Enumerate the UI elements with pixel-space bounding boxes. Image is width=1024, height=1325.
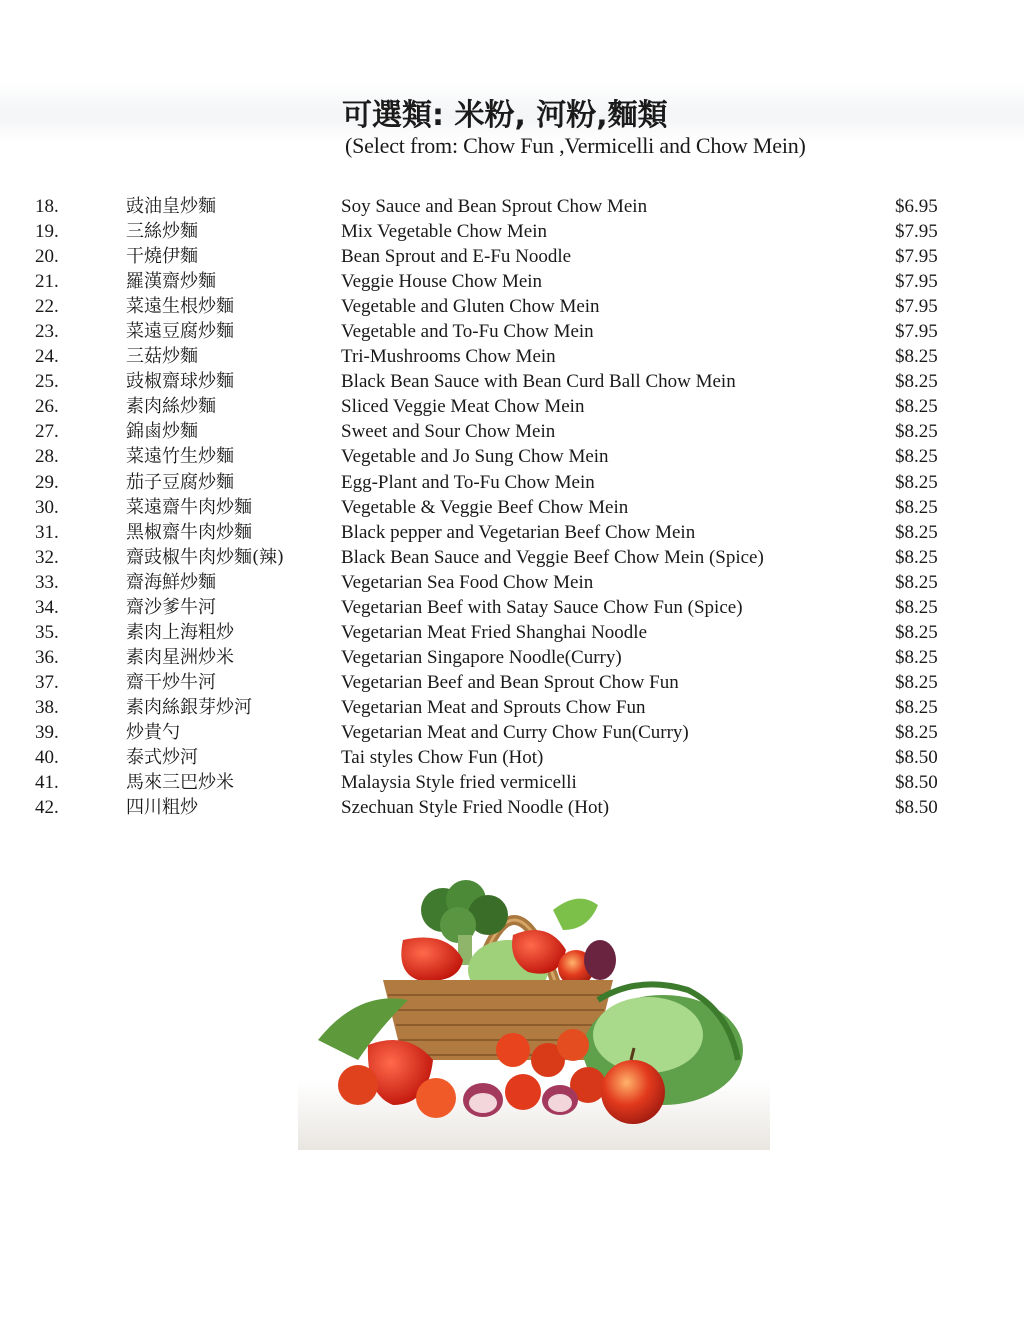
item-number: 30. <box>35 496 59 518</box>
item-name-zh: 菜遠齋牛肉炒麵 <box>126 496 252 518</box>
item-price: $8.50 <box>895 797 938 819</box>
item-name-en: Vegetable and To-Fu Chow Mein <box>341 321 594 343</box>
item-number: 32. <box>35 546 59 568</box>
item-number: 28. <box>35 446 59 468</box>
menu-item <box>0 244 1024 269</box>
item-number: 35. <box>35 621 59 643</box>
menu-item <box>0 470 1024 495</box>
item-number: 24. <box>35 346 59 368</box>
item-name-zh: 三絲炒麵 <box>126 221 198 243</box>
item-number: 29. <box>35 471 59 493</box>
item-name-zh: 齋豉椒牛肉炒麵(辣) <box>126 546 285 568</box>
item-name-zh: 羅漢齋炒麵 <box>126 271 216 293</box>
item-name-zh: 豉椒齋球炒麵 <box>126 371 234 393</box>
item-name-zh: 菜遠豆腐炒麵 <box>126 321 234 343</box>
item-name-zh: 黑椒齋牛肉炒麵 <box>126 521 252 543</box>
item-name-en: Tai styles Chow Fun (Hot) <box>341 747 544 769</box>
item-number: 38. <box>35 696 59 718</box>
item-name-zh: 干燒伊麵 <box>126 246 198 268</box>
menu-item <box>0 194 1024 219</box>
item-number: 39. <box>35 721 59 743</box>
item-name-en: Black Bean Sauce and Veggie Beef Chow Mein (Spice) <box>341 546 764 568</box>
menu-item <box>0 520 1024 545</box>
item-name-en: Vegetarian Meat and Sprouts Chow Fun <box>341 696 646 718</box>
item-number: 19. <box>35 221 59 243</box>
menu-item <box>0 319 1024 344</box>
item-number: 26. <box>35 396 59 418</box>
item-number: 23. <box>35 321 59 343</box>
item-name-en: Mix Vegetable Chow Mein <box>341 221 547 243</box>
item-number: 34. <box>35 596 59 618</box>
item-number: 18. <box>35 196 59 217</box>
item-price: $8.25 <box>895 621 938 643</box>
item-name-zh: 泰式炒河 <box>126 747 198 769</box>
item-name-zh: 素肉絲銀芽炒河 <box>126 696 252 718</box>
menu-item <box>0 620 1024 645</box>
item-name-en: Sweet and Sour Chow Mein <box>341 421 556 443</box>
menu-item <box>0 444 1024 469</box>
item-price: $7.95 <box>895 246 938 268</box>
item-number: 33. <box>35 571 59 593</box>
menu-item <box>0 770 1024 795</box>
menu-item <box>0 495 1024 520</box>
item-name-en: Veggie House Chow Mein <box>341 271 543 293</box>
item-price: $7.95 <box>895 271 938 293</box>
menu-item <box>0 695 1024 720</box>
item-name-en: Vegetarian Beef and Bean Sprout Chow Fun <box>341 671 679 693</box>
item-name-en: Sliced Veggie Meat Chow Mein <box>341 396 585 418</box>
menu-item <box>0 269 1024 294</box>
item-name-zh: 齋干炒牛河 <box>126 671 216 693</box>
item-number: 31. <box>35 521 59 543</box>
item-price: $8.25 <box>895 346 938 368</box>
menu-list <box>0 194 1024 820</box>
item-name-en: Black pepper and Vegetarian Beef Chow Mein <box>341 521 696 543</box>
item-name-zh: 素肉絲炒麵 <box>126 396 216 418</box>
item-number: 37. <box>35 671 59 693</box>
item-number: 27. <box>35 421 59 443</box>
page-subtitle: (Select from: Chow Fun ,Vermicelli and Chow Mein) <box>345 133 806 158</box>
item-price: $8.25 <box>895 421 938 443</box>
menu-item <box>0 795 1024 820</box>
item-name-en: Vegetable & Veggie Beef Chow Mein <box>341 496 629 518</box>
item-price: $8.50 <box>895 747 938 769</box>
menu-item <box>0 419 1024 444</box>
item-name-zh: 素肉星洲炒米 <box>126 646 234 668</box>
item-name-zh: 豉油皇炒麵 <box>126 196 216 217</box>
item-name-en: Tri-Mushrooms Chow Mein <box>341 346 556 368</box>
item-price: $8.25 <box>895 696 938 718</box>
menu-item <box>0 545 1024 570</box>
item-number: 22. <box>35 296 59 318</box>
menu-item <box>0 219 1024 244</box>
menu-item <box>0 645 1024 670</box>
item-price: $7.95 <box>895 296 938 318</box>
item-name-zh: 菜遠生根炒麵 <box>126 296 234 318</box>
item-name-en: Black Bean Sauce with Bean Curd Ball Chow Mein <box>341 371 736 393</box>
menu-item <box>0 294 1024 319</box>
item-price: $7.95 <box>895 221 938 243</box>
item-name-en: Soy Sauce and Bean Sprout Chow Mein <box>341 196 648 217</box>
item-name-en: Szechuan Style Fried Noodle (Hot) <box>341 797 610 819</box>
item-name-en: Bean Sprout and E-Fu Noodle <box>341 246 572 268</box>
item-number: 41. <box>35 772 59 794</box>
item-name-en: Vegetarian Singapore Noodle(Curry) <box>341 646 622 668</box>
menu-item <box>0 570 1024 595</box>
item-name-zh: 錦鹵炒麵 <box>126 421 198 443</box>
item-price: $6.95 <box>895 196 938 217</box>
item-price: $8.25 <box>895 521 938 543</box>
menu-item <box>0 745 1024 770</box>
item-name-en: Vegetarian Beef with Satay Sauce Chow Fun (Spice) <box>341 596 743 618</box>
item-name-zh: 馬來三巴炒米 <box>126 772 234 794</box>
item-number: 42. <box>35 797 59 819</box>
item-name-en: Vegetable and Jo Sung Chow Mein <box>341 446 609 468</box>
item-number: 40. <box>35 747 59 769</box>
item-price: $8.25 <box>895 646 938 668</box>
item-number: 36. <box>35 646 59 668</box>
item-price: $8.25 <box>895 571 938 593</box>
menu-item <box>0 369 1024 394</box>
item-name-en: Vegetarian Sea Food Chow Mein <box>341 571 594 593</box>
item-price: $8.25 <box>895 371 938 393</box>
item-price: $8.25 <box>895 546 938 568</box>
item-name-zh: 菜遠竹生炒麵 <box>126 446 234 468</box>
item-price: $8.50 <box>895 772 938 794</box>
item-number: 25. <box>35 371 59 393</box>
item-price: $8.25 <box>895 671 938 693</box>
item-number: 21. <box>35 271 59 293</box>
item-name-zh: 茄子豆腐炒麵 <box>126 471 234 493</box>
item-price: $8.25 <box>895 721 938 743</box>
item-name-zh: 炒貴勺 <box>126 721 180 743</box>
item-price: $7.95 <box>895 321 938 343</box>
item-number: 20. <box>35 246 59 268</box>
item-name-en: Malaysia Style fried vermicelli <box>341 772 577 794</box>
item-name-zh: 素肉上海粗炒 <box>126 621 234 643</box>
menu-item <box>0 720 1024 745</box>
item-name-en: Vegetarian Meat and Curry Chow Fun(Curry) <box>341 721 689 743</box>
item-name-zh: 四川粗炒 <box>126 797 198 819</box>
item-price: $8.25 <box>895 396 938 418</box>
menu-item <box>0 344 1024 369</box>
item-price: $8.25 <box>895 471 938 493</box>
menu-item <box>0 670 1024 695</box>
vegetable-basket-icon <box>298 860 770 1150</box>
item-price: $8.25 <box>895 446 938 468</box>
page-title: 可選類: 米粉, 河粉,麵類 <box>342 98 668 133</box>
item-name-en: Vegetable and Gluten Chow Mein <box>341 296 600 318</box>
item-price: $8.25 <box>895 496 938 518</box>
menu-item <box>0 394 1024 419</box>
item-name-zh: 三菇炒麵 <box>126 346 198 368</box>
item-name-zh: 齋沙爹牛河 <box>126 596 216 618</box>
item-price: $8.25 <box>895 596 938 618</box>
item-name-zh: 齋海鮮炒麵 <box>126 571 216 593</box>
item-name-en: Egg-Plant and To-Fu Chow Mein <box>341 471 595 493</box>
item-name-en: Vegetarian Meat Fried Shanghai Noodle <box>341 621 648 643</box>
menu-item <box>0 595 1024 620</box>
